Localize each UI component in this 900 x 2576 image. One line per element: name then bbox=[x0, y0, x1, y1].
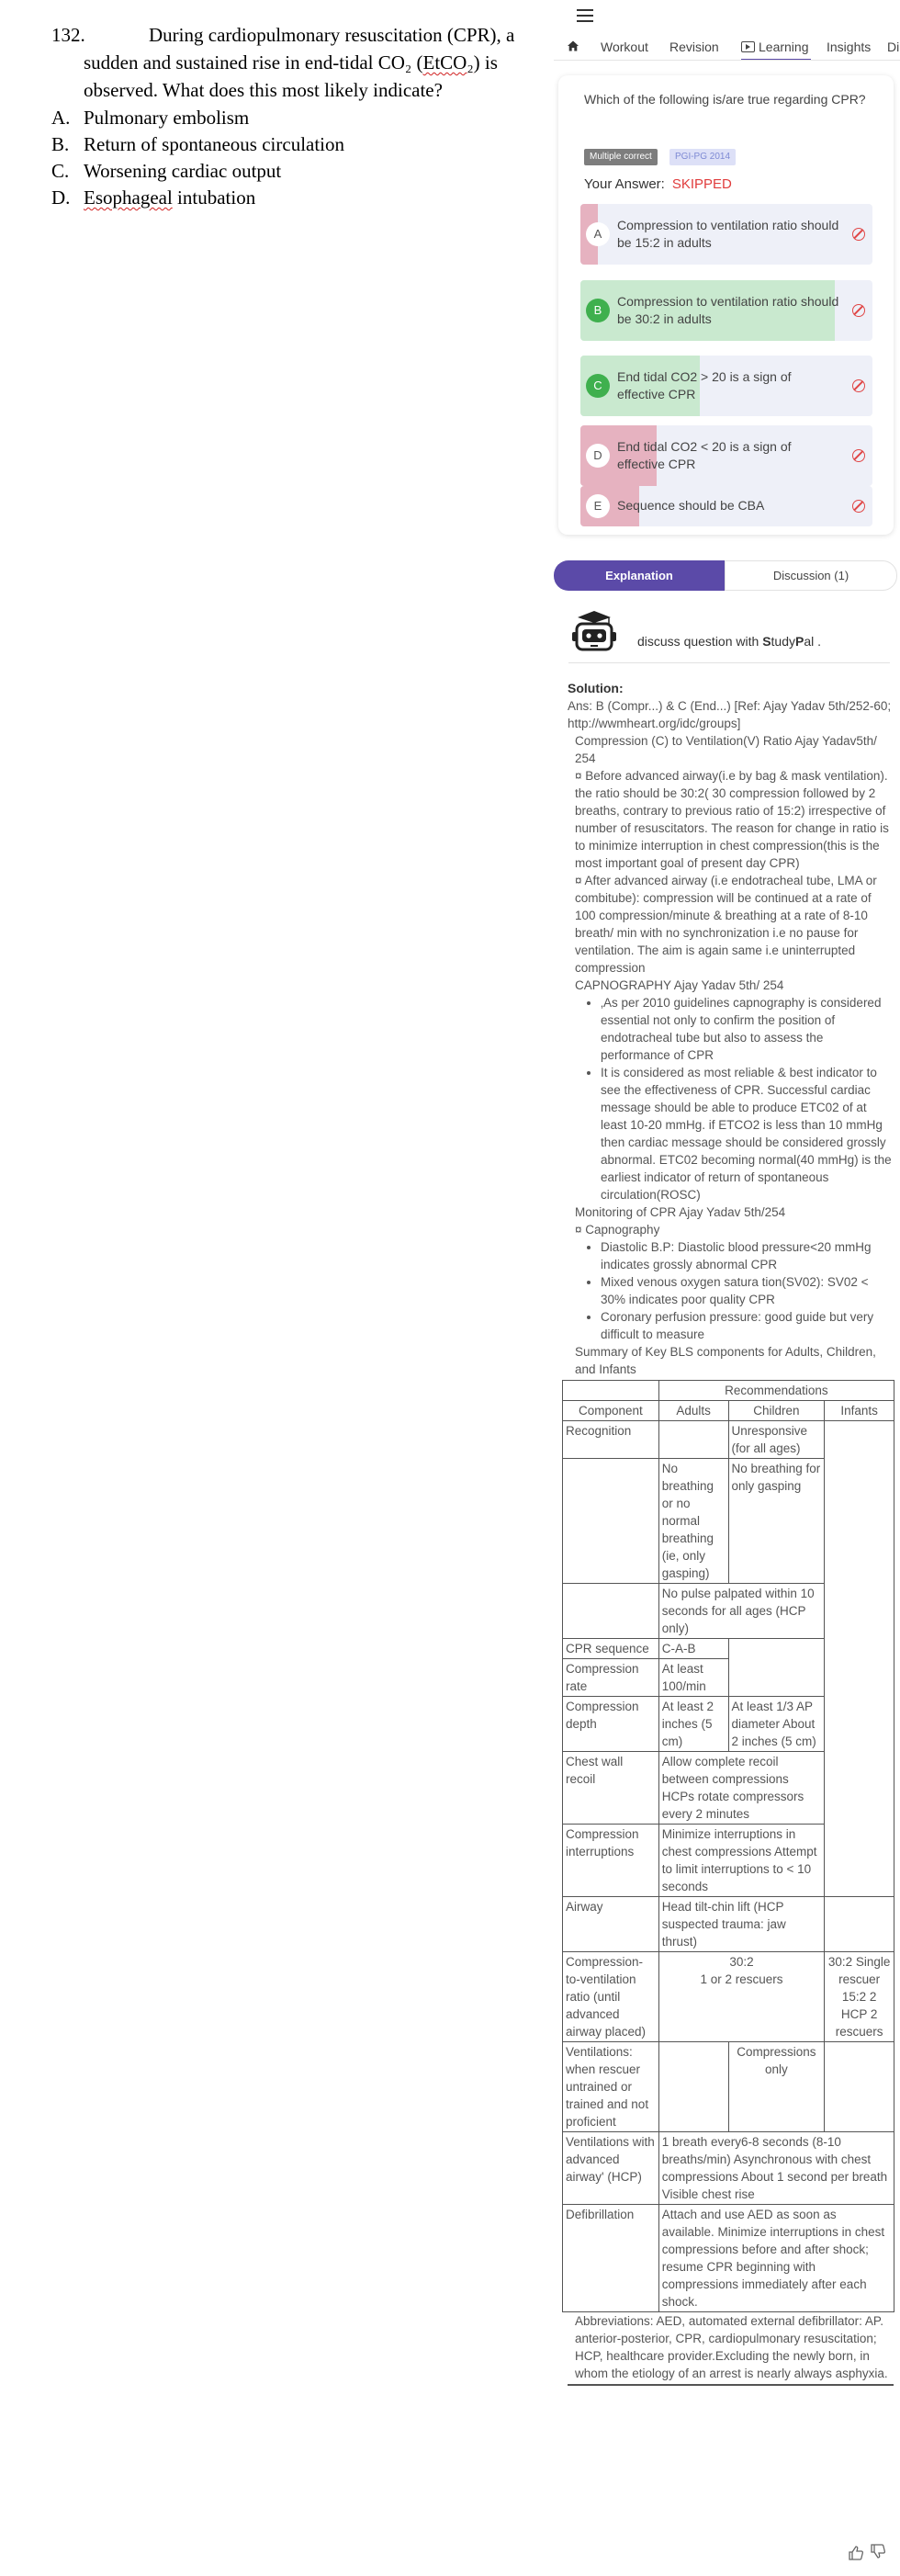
option-text: End tidal CO2 < 20 is a sign of effective CPR bbox=[617, 439, 792, 471]
tab-discover[interactable]: Di bbox=[887, 40, 900, 54]
studypal-p: P bbox=[795, 634, 804, 649]
option-letter-circle: B bbox=[586, 299, 610, 322]
table-cell: Compression rate bbox=[563, 1659, 659, 1697]
table-row bbox=[563, 1952, 894, 2042]
ban-icon bbox=[852, 379, 865, 392]
table-cell: Head tilt-chin lift (HCP suspected trauma: jaw thrust) bbox=[658, 1897, 825, 1952]
tab-explanation[interactable]: Explanation bbox=[554, 560, 725, 591]
table-cell: At least 100/min bbox=[658, 1659, 728, 1697]
tab-learning-label: Learning bbox=[759, 40, 809, 54]
solution-answer-line: Ans: B (Compr...) & C (End...) [Ref: Ajay Yadav 5th/252-60; http://wwmheart.org/idc/groups] bbox=[568, 699, 892, 730]
table-cell: Minimize interruptions in chest compressions Attempt to limit interruptions to < 10 seconds bbox=[658, 1825, 825, 1897]
option-letter-circle: A bbox=[586, 222, 610, 246]
document-option-d bbox=[51, 184, 255, 211]
robot-icon bbox=[568, 608, 620, 654]
table-cell bbox=[825, 2042, 894, 2132]
list-item: • Coronary perfusion pressure: good guide but very difficult to measure bbox=[601, 1308, 894, 1343]
option-letter-circle: C bbox=[586, 374, 610, 398]
document-option-b bbox=[51, 130, 344, 158]
question-type-badge: Multiple correct bbox=[584, 149, 658, 165]
table-cell bbox=[658, 2042, 728, 2132]
table-cell bbox=[728, 1639, 825, 1697]
table-cell: No breathing for only gasping bbox=[728, 1459, 825, 1584]
option-text: End tidal CO2 > 20 is a sign of effective CPR bbox=[617, 369, 792, 401]
table-cell: Allow complete recoil between compressions HCPs rotate compressors every 2 minutes bbox=[658, 1752, 825, 1825]
answer-option-d[interactable] bbox=[580, 425, 872, 486]
exam-badge: PGI-PG 2014 bbox=[669, 149, 736, 165]
table-cell: Compression depth bbox=[563, 1697, 659, 1752]
card-question-text: Which of the following is/are true regarding CPR? bbox=[584, 92, 866, 107]
question-card bbox=[558, 75, 894, 535]
your-answer-value: SKIPPED bbox=[671, 176, 732, 192]
table-row bbox=[563, 1421, 894, 1459]
table-cell: 30:2 Single rescuer 15:2 2 HCP 2 rescuers bbox=[825, 1952, 894, 2042]
solution-paragraph: ¤ After advanced airway (i.e endotracheal tube, LMA or combitube): compression will be continued at a rate of 100 compression/minute & breathing at a rate of 8-10 breath/ min with no synchronization i.e no pause for ventilation. The aim is again same i.e uninterrupted compression bbox=[575, 874, 877, 975]
table-cell: Compressions only bbox=[728, 2042, 825, 2132]
studypal-tudy: tudy bbox=[771, 634, 795, 649]
capnography-list bbox=[601, 994, 894, 1203]
table-row bbox=[563, 1381, 894, 1401]
table-cell: CPR sequence bbox=[563, 1639, 659, 1659]
hamburger-menu-icon[interactable] bbox=[577, 9, 593, 22]
list-item: • It is considered as most reliable & best indicator to see the effectiveness of CPR. Successful cardiac message should be able to produce ETC02 of at least 10-20 mmHg. if ETCO2 is less than 10 mmHg then cardiac message should be considered grossly abnormal. ETC02 becoming normal(40 mmHg) is the earliest indicator of return of spontaneous circulation(ROSC) bbox=[601, 1064, 894, 1203]
table-row bbox=[563, 2205, 894, 2312]
table-cell: Unresponsive (for all ages) bbox=[728, 1421, 825, 1459]
play-screen-icon bbox=[741, 41, 755, 52]
table-cell: 30:2 1 or 2 rescuers bbox=[658, 1952, 825, 2042]
answer-option-c[interactable] bbox=[580, 356, 872, 416]
question-number: 132. bbox=[51, 24, 85, 46]
table-cell: No pulse palpated within 10 seconds for all ages (HCP only) bbox=[658, 1584, 825, 1639]
document-option-c bbox=[51, 157, 281, 185]
table-row bbox=[563, 1897, 894, 1952]
option-text: Compression to ventilation ratio should be 30:2 in adults bbox=[617, 294, 839, 326]
ban-icon bbox=[852, 228, 865, 241]
table-header: Infants bbox=[825, 1401, 894, 1421]
table-cell: No breathing or no normal breathing (ie, only gasping) bbox=[658, 1459, 728, 1584]
table-cell bbox=[563, 1459, 659, 1584]
option-text: Return of spontaneous circulation bbox=[84, 133, 345, 155]
spellcheck-word: Esophageal bbox=[84, 186, 173, 209]
solution-paragraph: Summary of Key BLS components for Adults, Children, and Infants bbox=[575, 1345, 876, 1376]
solution-body bbox=[568, 732, 894, 1378]
ban-icon bbox=[852, 304, 865, 317]
answer-option-b[interactable] bbox=[580, 280, 872, 341]
thumbs-up-icon[interactable] bbox=[848, 2545, 864, 2561]
solution-paragraph: ¤ Capnography bbox=[575, 1223, 660, 1237]
learning-panel bbox=[554, 0, 900, 2576]
tab-insights[interactable]: Insights bbox=[827, 40, 872, 54]
table-cell: Attach and use AED as soon as available. Minimize interruptions in chest compressions before and after shock; resume CPR beginning with compressions immediately after each shock. bbox=[658, 2205, 894, 2312]
table-cell bbox=[825, 1897, 894, 1952]
table-cell: Compression-to-ventilation ratio (until advanced airway placed) bbox=[563, 1952, 659, 2042]
ban-icon bbox=[852, 500, 865, 513]
table-cell: At least 2 inches (5 cm) bbox=[658, 1697, 728, 1752]
ban-icon bbox=[852, 449, 865, 462]
table-header: Recommendations bbox=[658, 1381, 894, 1401]
studypal-text bbox=[637, 634, 821, 649]
table-cell: Chest wall recoil bbox=[563, 1752, 659, 1825]
option-text: Sequence should be CBA bbox=[617, 498, 765, 513]
table-cell: Ventilations with advanced airway' (HCP) bbox=[563, 2132, 659, 2205]
monitoring-list bbox=[601, 1238, 894, 1343]
option-letter: C. bbox=[51, 160, 70, 182]
option-text: Pulmonary embolism bbox=[84, 107, 250, 129]
studypal-s: S bbox=[762, 634, 771, 649]
table-cell bbox=[825, 1421, 894, 1825]
table-cell bbox=[658, 1421, 728, 1459]
table-cell: Recognition bbox=[563, 1421, 659, 1459]
option-letter: B. bbox=[51, 133, 70, 155]
table-row bbox=[563, 1401, 894, 1421]
table-cell: 1 breath every6-8 seconds (8-10 breaths/min) Asynchronous with chest compressions About 1 second per breath Visible chest rise bbox=[658, 2132, 894, 2205]
option-letter-circle: D bbox=[586, 444, 610, 468]
list-item: • Diastolic B.P: Diastolic blood pressure<20 mmHg indicates grossly abnormal CPR bbox=[601, 1238, 894, 1273]
question-text-line-3: observed. What does this most likely indicate? bbox=[84, 79, 443, 101]
option-text: Esophageal intubation bbox=[84, 186, 256, 209]
table-row bbox=[563, 2042, 894, 2132]
table-header: Component bbox=[563, 1401, 659, 1421]
solution-heading: Solution: bbox=[568, 681, 624, 695]
solution-paragraph: Monitoring of CPR Ajay Yadav 5th/254 bbox=[575, 1205, 786, 1219]
table-cell: Compression interruptions bbox=[563, 1825, 659, 1897]
tab-workout[interactable]: Workout bbox=[601, 40, 648, 54]
table-cell: Airway bbox=[563, 1897, 659, 1952]
answer-option-a[interactable] bbox=[580, 204, 872, 265]
table-cell bbox=[563, 1584, 659, 1639]
option-letter: D. bbox=[51, 186, 71, 209]
question-text-line-1: During cardiopulmonary resuscitation (CPR), a bbox=[149, 24, 515, 46]
table-cell bbox=[563, 1381, 659, 1401]
solution-section bbox=[568, 680, 894, 2386]
thumbs-down-icon[interactable] bbox=[870, 2543, 886, 2559]
table-cell bbox=[825, 1825, 894, 1897]
studypal-prompt[interactable] bbox=[568, 606, 890, 663]
table-row bbox=[563, 2132, 894, 2205]
tab-discussion[interactable]: Discussion (1) bbox=[725, 560, 897, 591]
bls-summary-table bbox=[562, 1380, 894, 2312]
explanation-discussion-toggle bbox=[554, 560, 900, 591]
option-letter-circle: E bbox=[586, 494, 610, 518]
question-text-line-2: sudden and sustained rise in end-tidal CO₂ (EtCO₂) is bbox=[84, 51, 498, 73]
your-answer-label: Your Answer: bbox=[584, 176, 665, 192]
tab-revision[interactable]: Revision bbox=[669, 40, 719, 54]
home-icon[interactable] bbox=[567, 40, 579, 52]
abbreviations-note: Abbreviations: AED, automated external defibrillator: AP. anterior-posterior, CPR, cardiopulmonary resuscitation; HCP, healthcare provider.Excluding the newly born, in whom the etiology of an arrest is nearly always asphyxia. bbox=[568, 2312, 894, 2386]
list-item: • ‚As per 2010 guidelines capnography is considered essential not only to confirm the position of endotracheal tube but also to assess the performance of CPR bbox=[601, 994, 894, 1064]
table-cell: C-A-B bbox=[658, 1639, 728, 1659]
solution-paragraph: CAPNOGRAPHY Ajay Yadav 5th/ 254 bbox=[575, 978, 784, 992]
option-text: Worsening cardiac output bbox=[84, 160, 282, 182]
spellcheck-word: EtCO₂ bbox=[422, 51, 474, 73]
feedback-icons bbox=[848, 2543, 894, 2561]
option-text: Compression to ventilation ratio should be 15:2 in adults bbox=[617, 218, 839, 250]
tab-learning[interactable] bbox=[741, 37, 811, 61]
answer-option-e[interactable] bbox=[580, 486, 872, 526]
list-item: • Mixed venous oxygen satura tion(SV02): SV02 < 30% indicates poor quality CPR bbox=[601, 1273, 894, 1308]
table-cell: Defibrillation bbox=[563, 2205, 659, 2312]
solution-paragraph: Compression (C) to Ventilation(V) Ratio Ajay Yadav5th/ 254 bbox=[575, 734, 877, 765]
nav-tabs bbox=[554, 35, 900, 61]
studypal-prefix: discuss question with bbox=[637, 634, 763, 649]
option-letter: A. bbox=[51, 107, 71, 129]
your-answer bbox=[584, 176, 732, 192]
table-header: Adults bbox=[658, 1401, 728, 1421]
table-header: Children bbox=[728, 1401, 825, 1421]
solution-paragraph: ¤ Before advanced airway(i.e by bag & mask ventilation). the ratio should be 30:2( 30 compression followed by 2 breaths, contrary to previous ratio of 15:2) irrespective of number of resuscitators. The reason for change in ratio is to minimize interruption in chest compression(this is the most important goal of present day CPR) bbox=[575, 769, 889, 870]
document-option-a bbox=[51, 104, 249, 131]
table-row bbox=[563, 1825, 894, 1897]
studypal-al: al . bbox=[804, 634, 822, 649]
table-cell: At least 1/3 AP diameter About 2 inches (5 cm) bbox=[728, 1697, 825, 1752]
table-cell: Ventilations: when rescuer untrained or trained and not proficient bbox=[563, 2042, 659, 2132]
